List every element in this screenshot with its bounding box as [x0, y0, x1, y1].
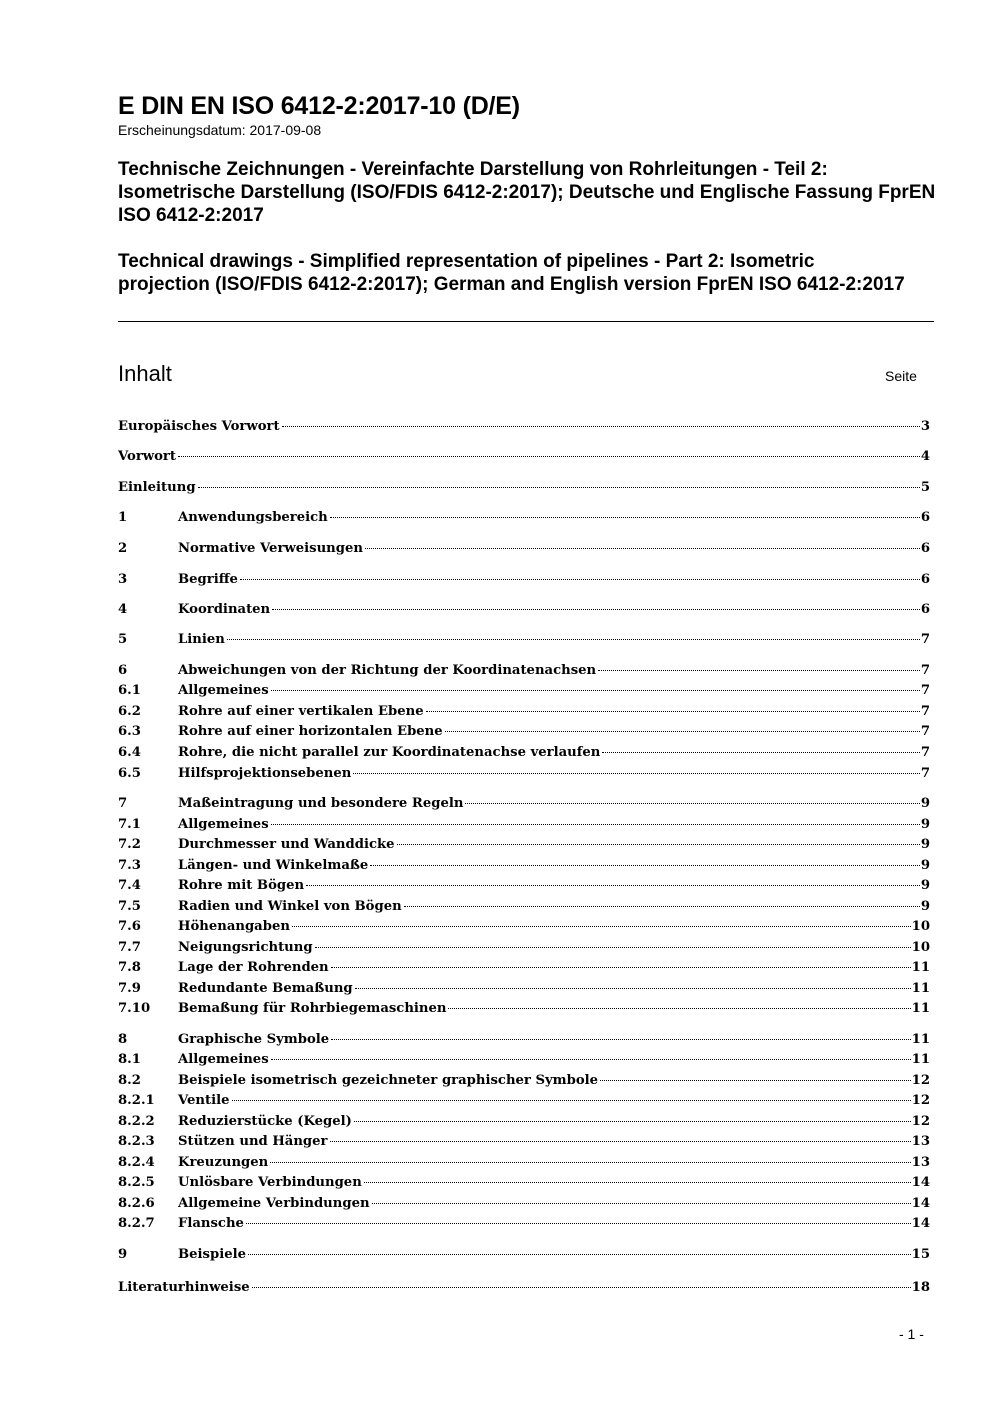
toc-entry-title: Redundante Bemaßung	[178, 981, 353, 996]
toc-entry[interactable]	[118, 448, 930, 466]
toc-entry-title: Lage der Rohrenden	[178, 960, 329, 975]
toc-entry-page: 12	[911, 1114, 930, 1129]
toc-entry-page: 6	[920, 602, 930, 617]
toc-entry[interactable]	[118, 765, 930, 783]
toc-dot-leader	[227, 639, 920, 640]
title-english: Technical drawings - Simplified representation of pipelines - Part 2: Isometric projection (ISO/FDIS 6412-2:2017); German and English version FprEN ISO 6412-2:2017	[118, 251, 905, 295]
toc-entry-page: 9	[920, 858, 930, 873]
toc-entry[interactable]	[118, 1072, 930, 1090]
toc-entry-page: 7	[920, 632, 930, 647]
toc-entry-number: 7.2	[118, 837, 141, 852]
toc-entry-title: Radien und Winkel von Bögen	[178, 899, 402, 914]
toc-entry-title: Normative Verweisungen	[178, 541, 363, 556]
toc-dot-leader	[598, 670, 920, 671]
toc-entry-number: 9	[118, 1247, 128, 1262]
toc-dot-leader	[252, 1287, 911, 1288]
toc-entry-page: 11	[911, 1032, 930, 1047]
toc-entry-number: 8	[118, 1032, 128, 1047]
toc-entry-page: 13	[911, 1134, 930, 1149]
toc-entry-page: 11	[911, 1052, 930, 1067]
toc-entry-title: Unlösbare Verbindungen	[178, 1175, 362, 1190]
toc-entry-title: Stützen und Hänger	[178, 1134, 328, 1149]
toc-entry[interactable]	[118, 1031, 930, 1049]
toc-entry-title: Rohre auf einer vertikalen Ebene	[178, 704, 424, 719]
toc-entry-title: Hilfsprojektionsebenen	[178, 766, 352, 781]
toc-entry[interactable]	[118, 509, 930, 527]
toc-entry-page: 9	[920, 817, 930, 832]
toc-entry[interactable]	[118, 1092, 930, 1110]
toc-entry-title: Maßeintragung und besondere Regeln	[178, 796, 464, 811]
toc-entry-title: Begriffe	[178, 572, 238, 587]
toc-entry-page: 10	[911, 919, 930, 934]
toc-entry-page: 6	[920, 541, 930, 556]
toc-entry-page: 12	[911, 1073, 930, 1088]
toc-entry-number: 5	[118, 632, 128, 647]
toc-entry[interactable]	[118, 418, 930, 436]
toc-entry-page: 9	[920, 837, 930, 852]
toc-dot-leader	[271, 690, 920, 691]
toc-entry-number: 6	[118, 663, 128, 678]
toc-entry-page: 7	[920, 724, 930, 739]
toc-entry-title: Neigungsrichtung	[178, 940, 313, 955]
toc-entry-title: Abweichungen von der Richtung der Koordinatenachsen	[178, 663, 597, 678]
toc-dot-leader	[232, 1100, 911, 1101]
toc-entry-number: 6.1	[118, 683, 141, 698]
toc-entry[interactable]	[118, 816, 930, 834]
toc-entry-page: 18	[911, 1280, 930, 1295]
toc-dot-leader	[355, 988, 911, 989]
document-id: E DIN EN ISO 6412-2:2017-10 (D/E)	[118, 92, 520, 120]
toc-dot-leader	[330, 1141, 911, 1142]
toc-entry-page: 11	[911, 981, 930, 996]
toc-entry-number: 8.2.1	[118, 1093, 155, 1108]
toc-entry-page: 7	[920, 663, 930, 678]
toc-entry-number: 6.2	[118, 704, 141, 719]
toc-dot-leader	[372, 1203, 911, 1204]
toc-heading: Inhalt	[118, 361, 172, 386]
toc-entry[interactable]	[118, 857, 930, 875]
toc-dot-leader	[331, 1039, 910, 1040]
toc-dot-leader	[353, 773, 919, 774]
toc-entry-page: 10	[911, 940, 930, 955]
toc-entry-title: Allgemeines	[178, 1052, 269, 1067]
toc-entry[interactable]	[118, 601, 930, 619]
toc-entry-title: Reduzierstücke (Kegel)	[178, 1114, 352, 1129]
toc-dot-leader	[404, 906, 920, 907]
toc-dot-leader	[370, 865, 920, 866]
toc-entry-title: Flansche	[178, 1216, 244, 1231]
title-divider	[118, 321, 934, 322]
toc-entry[interactable]	[118, 631, 930, 649]
toc-entry[interactable]	[118, 571, 930, 589]
toc-dot-leader	[426, 711, 920, 712]
toc-entry-title: Beispiele isometrisch gezeichneter graphischer Symbole	[178, 1073, 599, 1088]
toc-dot-leader	[602, 752, 919, 753]
toc-entry[interactable]	[118, 1000, 930, 1018]
toc-entry-page: 9	[920, 796, 930, 811]
toc-entry-page: 7	[920, 683, 930, 698]
toc-entry-page: 9	[920, 878, 930, 893]
toc-entry-page: 11	[911, 1001, 930, 1016]
toc-entry[interactable]	[118, 836, 930, 854]
toc-dot-leader	[271, 824, 920, 825]
toc-dot-leader	[306, 885, 920, 886]
toc-entry-title: Literaturhinweise	[118, 1280, 250, 1295]
toc-entry[interactable]	[118, 1113, 930, 1131]
toc-entry-number: 8.2.5	[118, 1175, 155, 1190]
toc-entry-page: 6	[920, 510, 930, 525]
toc-entry[interactable]	[118, 540, 930, 558]
toc-dot-leader	[330, 517, 920, 518]
toc-dot-leader	[397, 844, 920, 845]
toc-entry[interactable]	[118, 662, 930, 680]
toc-entry-title: Rohre auf einer horizontalen Ebene	[178, 724, 443, 739]
toc-entry-number: 7.1	[118, 817, 141, 832]
toc-entry[interactable]	[118, 1195, 930, 1213]
toc-entry-number: 8.2.7	[118, 1216, 155, 1231]
toc-entry-number: 8.2	[118, 1073, 141, 1088]
toc-entry-page: 14	[911, 1216, 930, 1231]
toc-dot-leader	[178, 456, 920, 457]
toc-entry[interactable]	[118, 918, 930, 936]
toc-entry-page: 6	[920, 572, 930, 587]
page-number: - 1 -	[899, 1326, 924, 1342]
toc-dot-leader	[270, 1162, 910, 1163]
toc-entry[interactable]	[118, 795, 930, 813]
toc-entry-page: 3	[920, 419, 930, 434]
toc-entry-page: 7	[920, 766, 930, 781]
toc-dot-leader	[315, 947, 911, 948]
toc-entry[interactable]	[118, 1279, 930, 1297]
toc-dot-leader	[364, 1182, 911, 1183]
toc-entry-title: Ventile	[178, 1093, 230, 1108]
toc-entry-number: 8.2.4	[118, 1155, 155, 1170]
toc-dot-leader	[354, 1121, 911, 1122]
toc-entry-number: 1	[118, 510, 128, 525]
toc-entry-title: Allgemeines	[178, 683, 269, 698]
toc-entry-number: 7.3	[118, 858, 141, 873]
toc-entry-title: Vorwort	[118, 449, 176, 464]
toc-entry[interactable]	[118, 939, 930, 957]
toc-dot-leader	[465, 803, 919, 804]
toc-entry-page: 11	[911, 960, 930, 975]
toc-entry-title: Anwendungsbereich	[178, 510, 328, 525]
toc-entry-title: Europäisches Vorwort	[118, 419, 280, 434]
title-german: Technische Zeichnungen - Vereinfachte Darstellung von Rohrleitungen - Teil 2: Isometrische Darstellung (ISO/FDIS 6412-2:2017); Deutsche und Englische Fassung FprEN ISO 6412-2:2017	[118, 159, 936, 226]
toc-entry[interactable]	[118, 959, 930, 977]
publication-date: Erscheinungsdatum: 2017-09-08	[118, 122, 322, 138]
toc-entry-number: 7.6	[118, 919, 141, 934]
toc-entry-page: 7	[920, 704, 930, 719]
toc-entry[interactable]	[118, 877, 930, 895]
toc-entry-number: 8.2.2	[118, 1114, 155, 1129]
toc-entry[interactable]	[118, 682, 930, 700]
toc-dot-leader	[198, 487, 920, 488]
toc-entry[interactable]	[118, 1154, 930, 1172]
toc-entry-title: Linien	[178, 632, 225, 647]
toc-entry-number: 8.1	[118, 1052, 141, 1067]
toc-entry[interactable]	[118, 703, 930, 721]
toc-entry-number: 7.7	[118, 940, 141, 955]
toc-entry[interactable]	[118, 1051, 930, 1069]
toc-entry-number: 8.2.3	[118, 1134, 155, 1149]
toc-entry-page: 14	[911, 1196, 930, 1211]
toc-entry-number: 7.9	[118, 981, 141, 996]
toc-entry-page: 13	[911, 1155, 930, 1170]
toc-entry-title: Rohre mit Bögen	[178, 878, 305, 893]
toc-entry-title: Längen- und Winkelmaße	[178, 858, 369, 873]
toc-entry-number: 7.5	[118, 899, 141, 914]
toc-dot-leader	[272, 609, 920, 610]
toc-entry-title: Allgemeine Verbindungen	[178, 1196, 370, 1211]
toc-entry-number: 4	[118, 602, 128, 617]
toc-entry-number: 6.4	[118, 745, 141, 760]
toc-entry-number: 2	[118, 541, 128, 556]
toc-dot-leader	[331, 967, 911, 968]
toc-dot-leader	[240, 579, 920, 580]
toc-entry-number: 8.2.6	[118, 1196, 155, 1211]
toc-entry-number: 6.3	[118, 724, 141, 739]
toc-entry-title: Rohre, die nicht parallel zur Koordinatenachse verlaufen	[178, 745, 601, 760]
toc-entry-title: Einleitung	[118, 480, 196, 495]
toc-entry[interactable]	[118, 1174, 930, 1192]
toc-entry[interactable]	[118, 723, 930, 741]
toc-dot-leader	[365, 548, 920, 549]
toc-dot-leader	[271, 1059, 911, 1060]
toc-entry-title: Kreuzungen	[178, 1155, 269, 1170]
toc-entry[interactable]	[118, 898, 930, 916]
toc-entry-title: Beispiele	[178, 1247, 246, 1262]
toc-entry-page: 12	[911, 1093, 930, 1108]
toc-entry-number: 3	[118, 572, 128, 587]
toc-dot-leader	[292, 926, 911, 927]
toc-dot-leader	[282, 426, 920, 427]
toc-entry-title: Graphische Symbole	[178, 1032, 330, 1047]
toc-entry-number: 7.8	[118, 960, 141, 975]
toc-dot-leader	[600, 1080, 911, 1081]
toc-entry-page: 7	[920, 745, 930, 760]
toc-page-column-label: Seite	[885, 368, 917, 384]
toc-entry[interactable]	[118, 1246, 930, 1264]
toc-entry[interactable]	[118, 1215, 930, 1233]
toc-dot-leader	[246, 1223, 911, 1224]
toc-dot-leader	[445, 731, 920, 732]
toc-dot-leader	[448, 1008, 910, 1009]
toc-entry-title: Bemaßung für Rohrbiegemaschinen	[178, 1001, 447, 1016]
toc-entry-page: 9	[920, 899, 930, 914]
toc-entry-title: Koordinaten	[178, 602, 271, 617]
toc-entry-number: 7.4	[118, 878, 141, 893]
toc-entry-page: 5	[920, 480, 930, 495]
toc-entry[interactable]	[118, 980, 930, 998]
toc-entry[interactable]	[118, 1133, 930, 1151]
toc-entry-page: 14	[911, 1175, 930, 1190]
toc-entry-number: 7.10	[118, 1001, 151, 1016]
toc-entry-page: 15	[911, 1247, 930, 1262]
toc-entry[interactable]	[118, 744, 930, 762]
toc-entry-number: 6.5	[118, 766, 141, 781]
toc-entry-title: Höhenangaben	[178, 919, 290, 934]
toc-entry-page: 4	[920, 449, 930, 464]
toc-entry[interactable]	[118, 479, 930, 497]
toc-entry-title: Allgemeines	[178, 817, 269, 832]
toc-dot-leader	[248, 1254, 911, 1255]
toc-entry-title: Durchmesser und Wanddicke	[178, 837, 395, 852]
toc-entry-number: 7	[118, 796, 128, 811]
